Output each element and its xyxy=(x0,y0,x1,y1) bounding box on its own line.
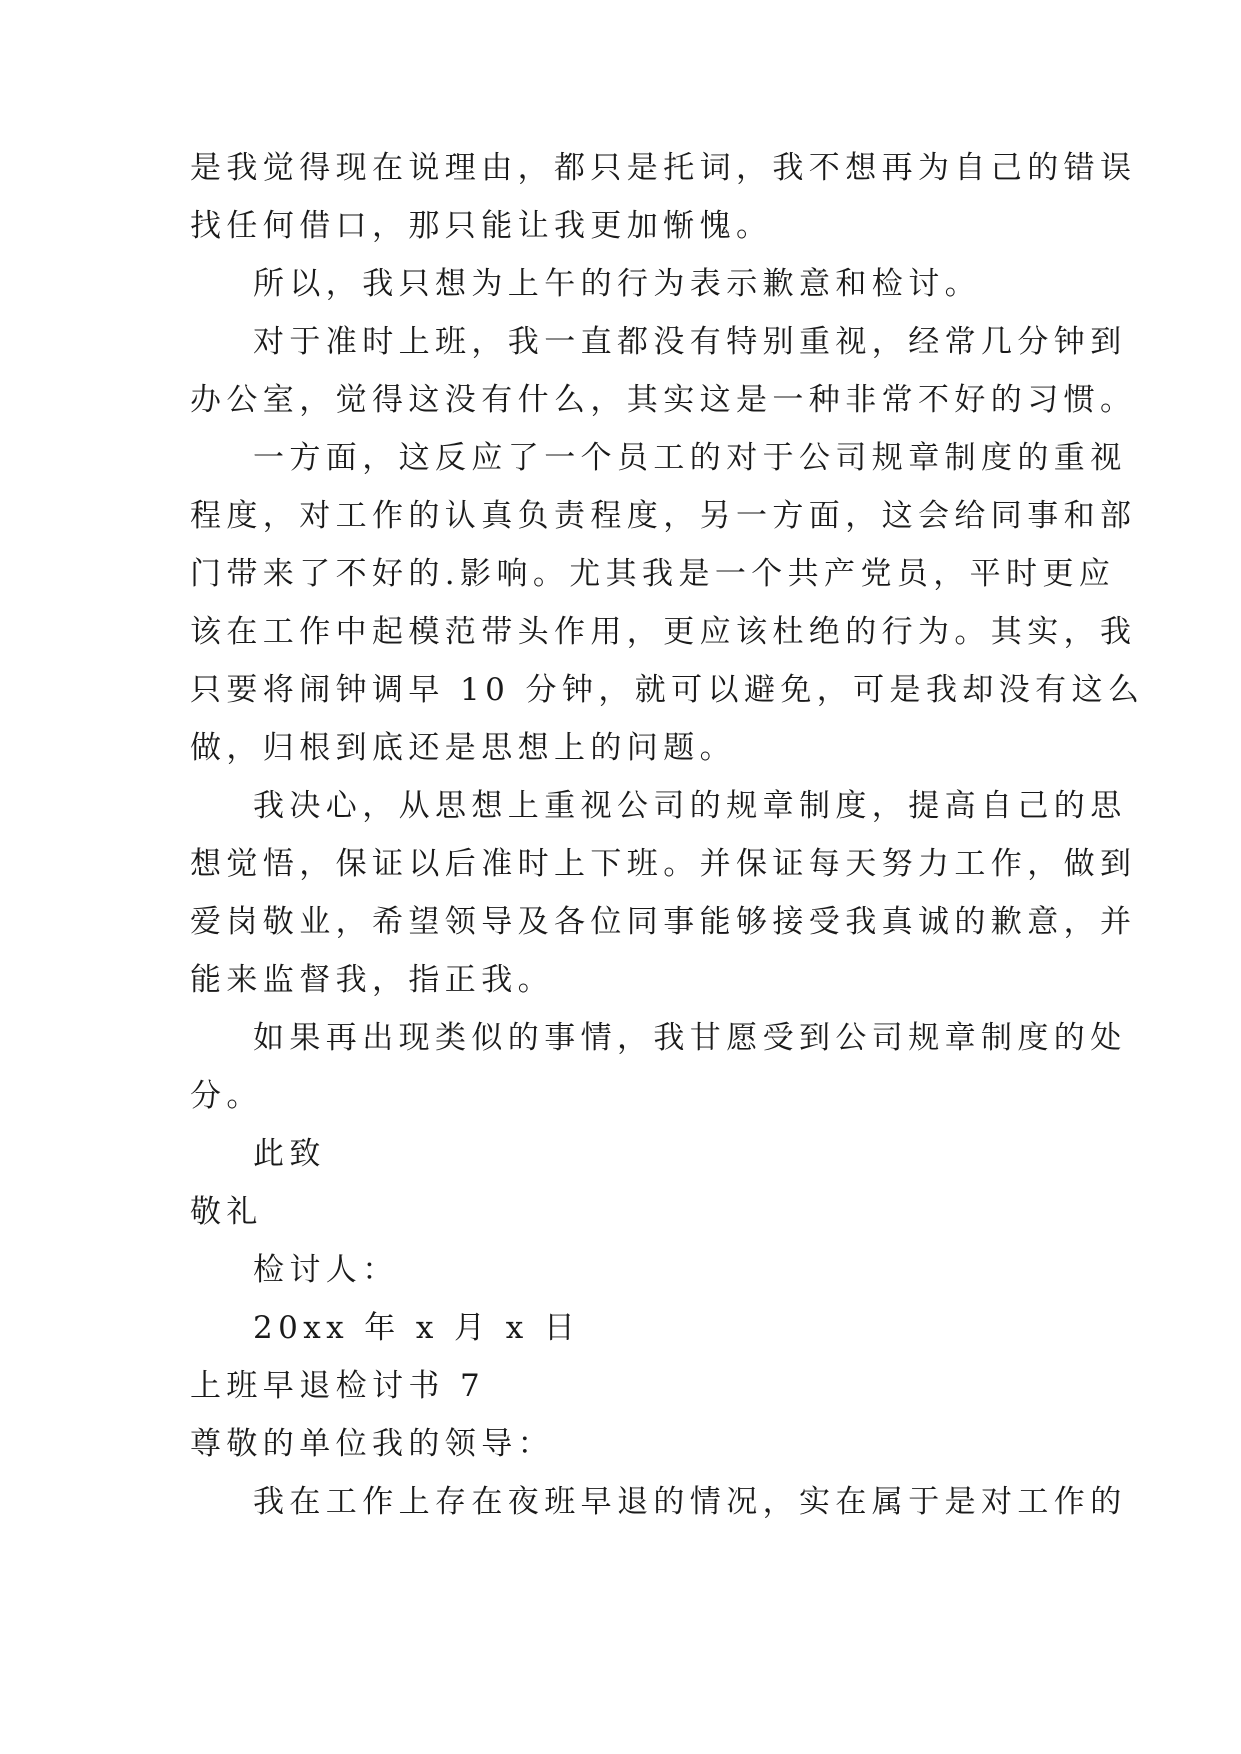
body-text-line: 是我觉得现在说理由，都只是托词，我不想再为自己的错误 xyxy=(190,150,1137,186)
closing-regards: 敬礼 xyxy=(190,1194,263,1230)
signer-label: 检讨人： xyxy=(253,1252,399,1288)
body-text-line: 只要将闹钟调早 10 分钟，就可以避免，可是我却没有这么 xyxy=(190,672,1145,708)
paragraph-start-line: 我决心，从思想上重视公司的规章制度，提高自己的思 xyxy=(253,788,1127,824)
body-text-line: 能来监督我，指正我。 xyxy=(190,962,554,998)
body-text-line: 做，归根到底还是思想上的问题。 xyxy=(190,730,736,766)
paragraph-start-line: 一方面，这反应了一个员工的对于公司规章制度的重视 xyxy=(253,440,1127,476)
body-text-line: 爱岗敬业，希望领导及各位同事能够接受我真诚的歉意，并 xyxy=(190,904,1137,940)
paragraph-start-line: 所以，我只想为上午的行为表示歉意和检讨。 xyxy=(253,266,981,302)
greeting-line: 尊敬的单位我的领导： xyxy=(190,1426,554,1462)
paragraph-start-line: 如果再出现类似的事情，我甘愿受到公司规章制度的处 xyxy=(253,1020,1127,1056)
body-text-line: 办公室，觉得这没有什么，其实这是一种非常不好的习惯。 xyxy=(190,382,1137,418)
section-heading: 上班早退检讨书 7 xyxy=(190,1368,486,1404)
body-text-line: 找任何借口，那只能让我更加惭愧。 xyxy=(190,208,773,244)
paragraph-start-line: 我在工作上存在夜班早退的情况，实在属于是对工作的 xyxy=(253,1484,1127,1520)
body-text-line: 程度，对工作的认真负责程度，另一方面，这会给同事和部 xyxy=(190,498,1137,534)
body-text-line: 该在工作中起模范带头作用，更应该杜绝的行为。其实，我 xyxy=(190,614,1137,650)
body-text-line: 分。 xyxy=(190,1078,263,1114)
body-text-line: 想觉悟，保证以后准时上下班。并保证每天努力工作，做到 xyxy=(190,846,1137,882)
body-text-line: 门带来了不好的.影响。尤其我是一个共产党员，平时更应 xyxy=(190,556,1116,592)
date-line: 20xx 年 x 月 x 日 xyxy=(253,1310,581,1346)
paragraph-start-line: 对于准时上班，我一直都没有特别重视，经常几分钟到 xyxy=(253,324,1127,360)
closing-salutation: 此致 xyxy=(253,1136,326,1172)
